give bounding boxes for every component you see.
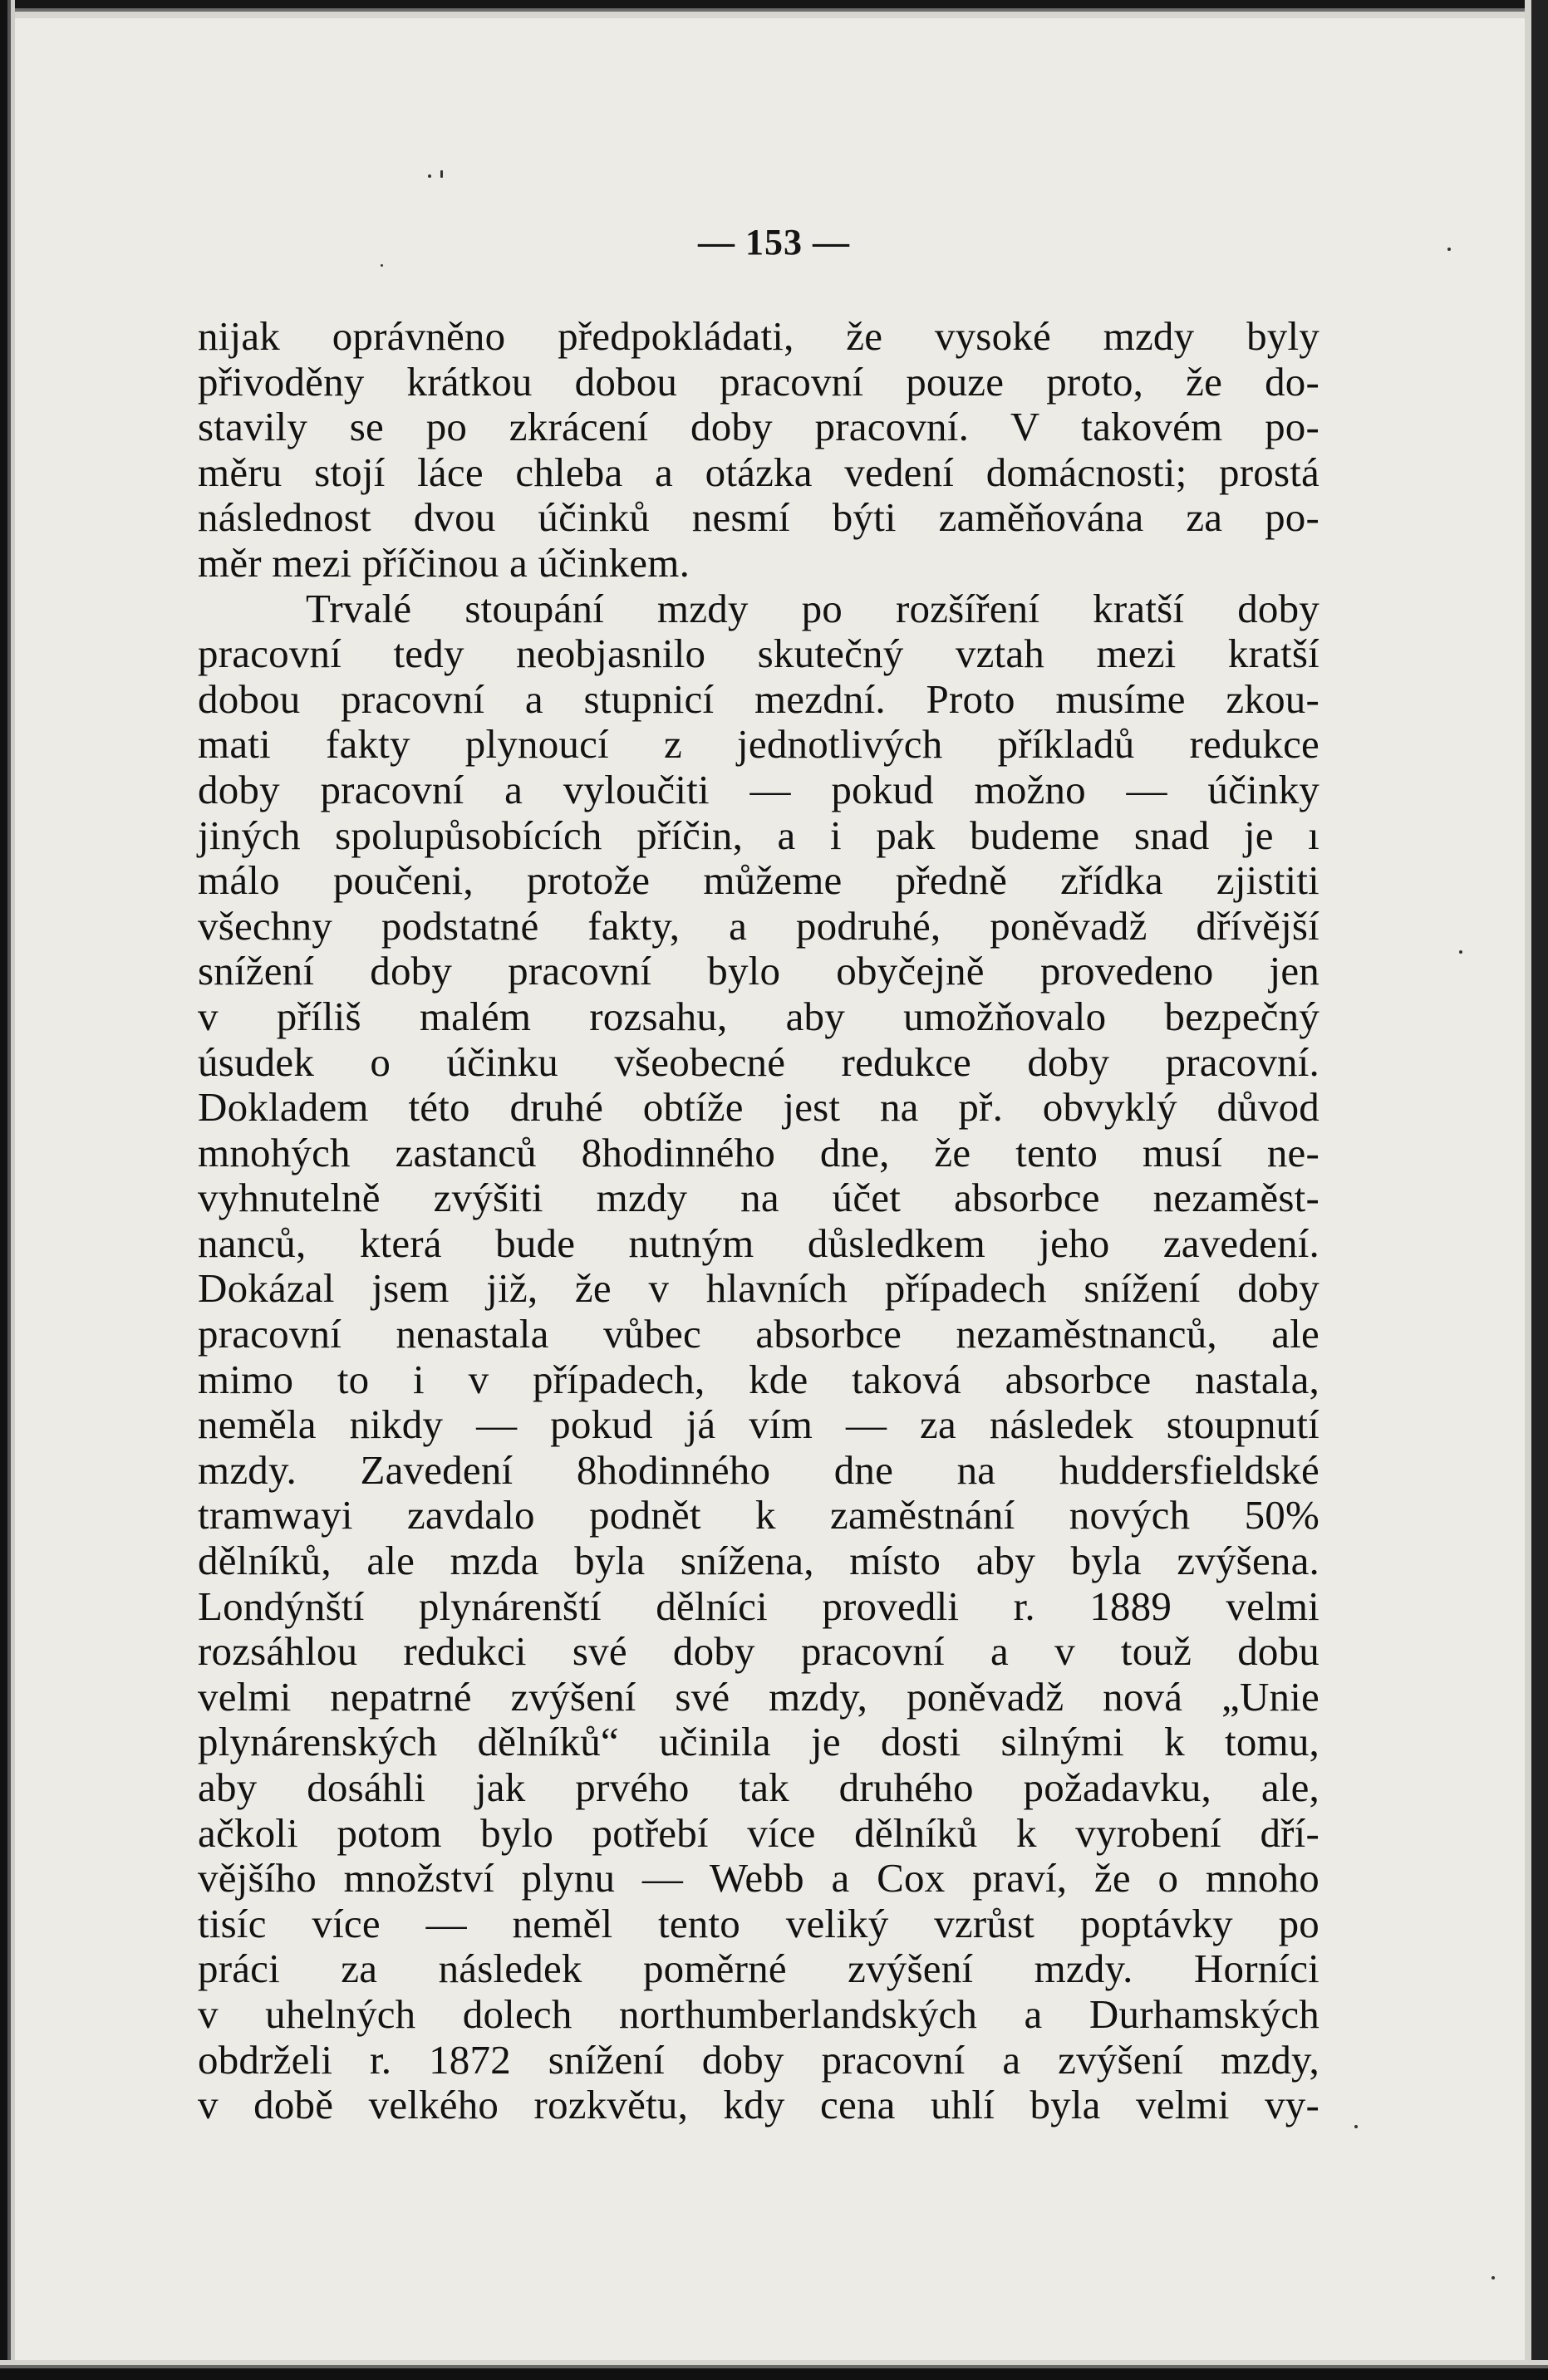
page-number: — 153 —: [698, 222, 850, 263]
text-line: plynárenských dělníků“ učinila je dosti silnými k tomu,: [198, 1719, 1319, 1765]
text-line: následnost dvou účinků nesmí býti zaměňována za po-: [198, 494, 1319, 541]
text-line: v uhelných dolech northumberlandských a Durhamských: [198, 1990, 1319, 2037]
paragraph-start-line: Trvalé stoupání mzdy po rozšíření kratší doby: [306, 585, 1319, 631]
scan-speck: [1459, 950, 1462, 954]
text-line: úsudek o účinku všeobecné redukce doby pracovní.: [198, 1038, 1319, 1085]
text-line: aby dosáhli jak prvého tak druhého požadavku, ale,: [198, 1764, 1319, 1810]
text-line: mnohých zastanců 8hodinného dne, že tento musí ne-: [198, 1129, 1319, 1175]
text-line: rozsáhlou redukci své doby pracovní a v touž dobu: [198, 1628, 1319, 1675]
scan-speck: [440, 170, 443, 178]
text-line: mati fakty plynoucí z jednotlivých příkladů redukce: [198, 721, 1319, 768]
text-line: měru stojí láce chleba a otázka vedení domácnosti; prostá: [198, 449, 1319, 495]
text-line: tisíc více — neměl tento veliký vzrůst poptávky po: [198, 1900, 1319, 1946]
text-line: přivoděny krátkou dobou pracovní pouze proto, že do-: [198, 358, 1319, 405]
text-line: nijak oprávněno předpokládati, že vysoké mzdy byly: [198, 313, 1319, 359]
text-line: Londýnští plynárenští dělníci provedli r. 1889 velmi: [198, 1583, 1319, 1629]
text-line: vyhnutelně zvýšiti mzdy na účet absorbce nezaměst-: [198, 1175, 1319, 1221]
text-line: v příliš malém rozsahu, aby umožňovalo bezpečný: [198, 993, 1319, 1039]
page-top-edge: [0, 0, 1548, 18]
text-line: v době velkého rozkvětu, kdy cena uhlí byla velmi vy-: [198, 2082, 1319, 2128]
text-line: mzdy. Zavedení 8hodinného dne na huddersfieldské: [198, 1446, 1319, 1493]
text-line: stavily se po zkrácení doby pracovní. V takovém po-: [198, 404, 1319, 450]
text-line: mimo to i v případech, kde taková absorbce nastala,: [198, 1356, 1319, 1402]
scan-speck: [1491, 2276, 1495, 2279]
text-line: nanců, která bude nutným důsledkem jeho zavedení.: [198, 1219, 1319, 1266]
text-line: Dokázal jsem již, že v hlavních případech snížení doby: [198, 1265, 1319, 1312]
text-line: všechny podstatné fakty, a podruhé, poněvadž dřívější: [198, 902, 1319, 949]
text-line: málo poučeni, protože můžeme předně zřídka zjistiti: [198, 857, 1319, 904]
text-line: ačkoli potom bylo potřebí více dělníků k vyrobení dří-: [198, 1809, 1319, 1856]
text-line: tramwayi zavdalo podnět k zaměstnání nových 50%: [198, 1492, 1319, 1538]
body-text: [198, 314, 1319, 2128]
scan-speck: [1354, 2125, 1358, 2128]
text-line: doby pracovní a vyloučiti — pokud možno — účinky: [198, 766, 1319, 812]
text-line: měr mezi příčinou a účinkem.: [198, 539, 690, 586]
text-line: neměla nikdy — pokud já vím — za následek stoupnutí: [198, 1401, 1319, 1448]
page-right-edge: [1525, 0, 1548, 2380]
page-left-edge: [0, 0, 15, 2380]
text-line: vějšího množství plynu — Webb a Cox praví, že o mnoho: [198, 1855, 1319, 1902]
text-line: pracovní tedy neobjasnilo skutečný vztah mezi kratší: [198, 631, 1319, 677]
text-line: velmi nepatrné zvýšení své mzdy, poněvadž nová „Unie: [198, 1673, 1319, 1720]
text-line: dělníků, ale mzda byla snížena, místo aby byla zvýšena.: [198, 1538, 1319, 1584]
scan-speck: [428, 174, 431, 178]
text-line: práci za následek poměrné zvýšení mzdy. Horníci: [198, 1946, 1319, 1992]
text-line: dobou pracovní a stupnicí mezdní. Proto musíme zkou-: [198, 675, 1319, 722]
page-bottom-edge: [0, 2360, 1548, 2380]
scan-speck: [381, 264, 383, 267]
text-line: snížení doby pracovní bylo obyčejně provedeno jen: [198, 948, 1319, 994]
text-line: jiných spolupůsobících příčin, a i pak budeme snad je ı: [198, 812, 1319, 858]
text-line: obdrželi r. 1872 snížení doby pracovní a zvýšení mzdy,: [198, 2036, 1319, 2083]
text-line: Dokladem této druhé obtíže jest na př. obvyklý důvod: [198, 1084, 1319, 1131]
text-line: pracovní nenastala vůbec absorbce nezaměstnanců, ale: [198, 1311, 1319, 1357]
